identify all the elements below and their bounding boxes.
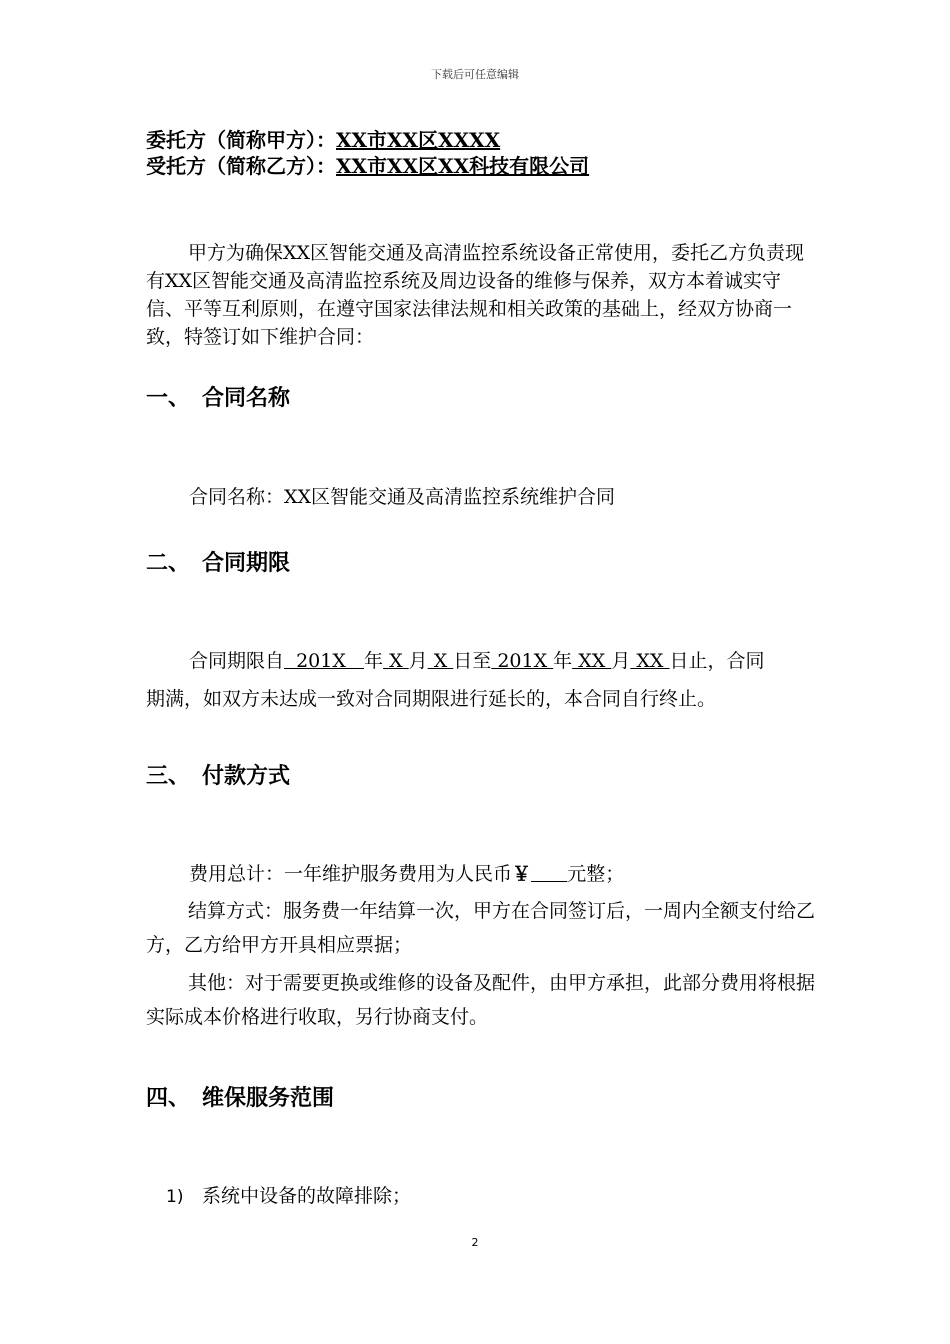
term-end-label: 日止，合同: [669, 650, 765, 672]
fee-prefix: 费用总计：一年维护服务费用为人民币: [189, 863, 513, 885]
term-end-month: XX: [572, 650, 612, 672]
section-3-number: 三、: [146, 763, 191, 789]
client-line: [146, 124, 500, 153]
contractor-line: [146, 150, 589, 179]
list-item: [166, 1181, 411, 1208]
term-prefix: 合同期限自: [189, 650, 285, 672]
section-2-term-line: [189, 646, 764, 673]
section-1-heading: [146, 381, 290, 412]
list-item-number: 1): [166, 1187, 184, 1207]
section-3-heading: [146, 759, 290, 790]
settlement-paragraph: 结算方式：服务费一年结算一次，甲方在合同签订后，一周内全额支付给乙方，乙方给甲方开具相应票据；: [146, 900, 816, 956]
section-2-heading: [146, 546, 290, 577]
section-1-number: 一、: [146, 385, 191, 411]
section-1-body: 合同名称：XX区智能交通及高清监控系统维护合同: [189, 486, 616, 508]
fee-suffix: 元整；: [567, 863, 625, 885]
section-4-title: 维保服务范围: [202, 1085, 335, 1111]
section-1-title: 合同名称: [202, 385, 291, 411]
intro-paragraph: 甲方为确保XX区智能交通及高清监控系统设备正常使用，委托乙方负责现有XX区智能交通及高清监控系统及周边设备的维修与保养，双方本着诚实守信、平等互利原则，在遵守国家法律法规和相关政策的基础上，经双方协商一致，特签订如下维护合同：: [146, 242, 805, 348]
term-end-year: 201X: [491, 650, 554, 672]
page-number: 2: [471, 1236, 479, 1249]
section-3-title: 付款方式: [202, 763, 291, 789]
fee-total-line: [189, 859, 624, 886]
header-note: 下载后可任意编辑: [431, 68, 519, 81]
client-value: XX市XX区XXXX: [336, 128, 501, 152]
term-month2-label: 月: [611, 650, 631, 672]
client-label: 委托方（简称甲方）：: [146, 128, 336, 152]
list-item-text: 系统中设备的故障排除；: [202, 1185, 412, 1207]
term-start-year: 201X: [284, 650, 365, 672]
term-start-day: X: [427, 650, 454, 672]
term-start-month: X: [383, 650, 409, 672]
section-2-number: 二、: [146, 550, 191, 576]
section-2-title: 合同期限: [202, 550, 291, 576]
contractor-value: XX市XX区XX科技有限公司: [336, 154, 590, 178]
other-paragraph: 其他：对于需要更换或维修的设备及配件，由甲方承担，此部分费用将根据实际成本价格进行收取，另行协商支付。: [146, 972, 816, 1028]
term-end-day: XX: [630, 650, 670, 672]
term-year2-label: 年: [553, 650, 573, 672]
term-year-label: 年: [364, 650, 384, 672]
fee-amount-blank: [531, 863, 567, 885]
yuan-symbol: ￥: [512, 863, 532, 885]
section-4-number: 四、: [146, 1085, 191, 1111]
term-month-label: 月: [408, 650, 428, 672]
section-4-heading: [146, 1081, 334, 1112]
section-2-term-line-2: 期满，如双方未达成一致对合同期限进行延长的，本合同自行终止。: [146, 688, 717, 710]
contractor-label: 受托方（简称乙方）：: [146, 154, 336, 178]
term-to-label: 日至: [453, 650, 492, 672]
